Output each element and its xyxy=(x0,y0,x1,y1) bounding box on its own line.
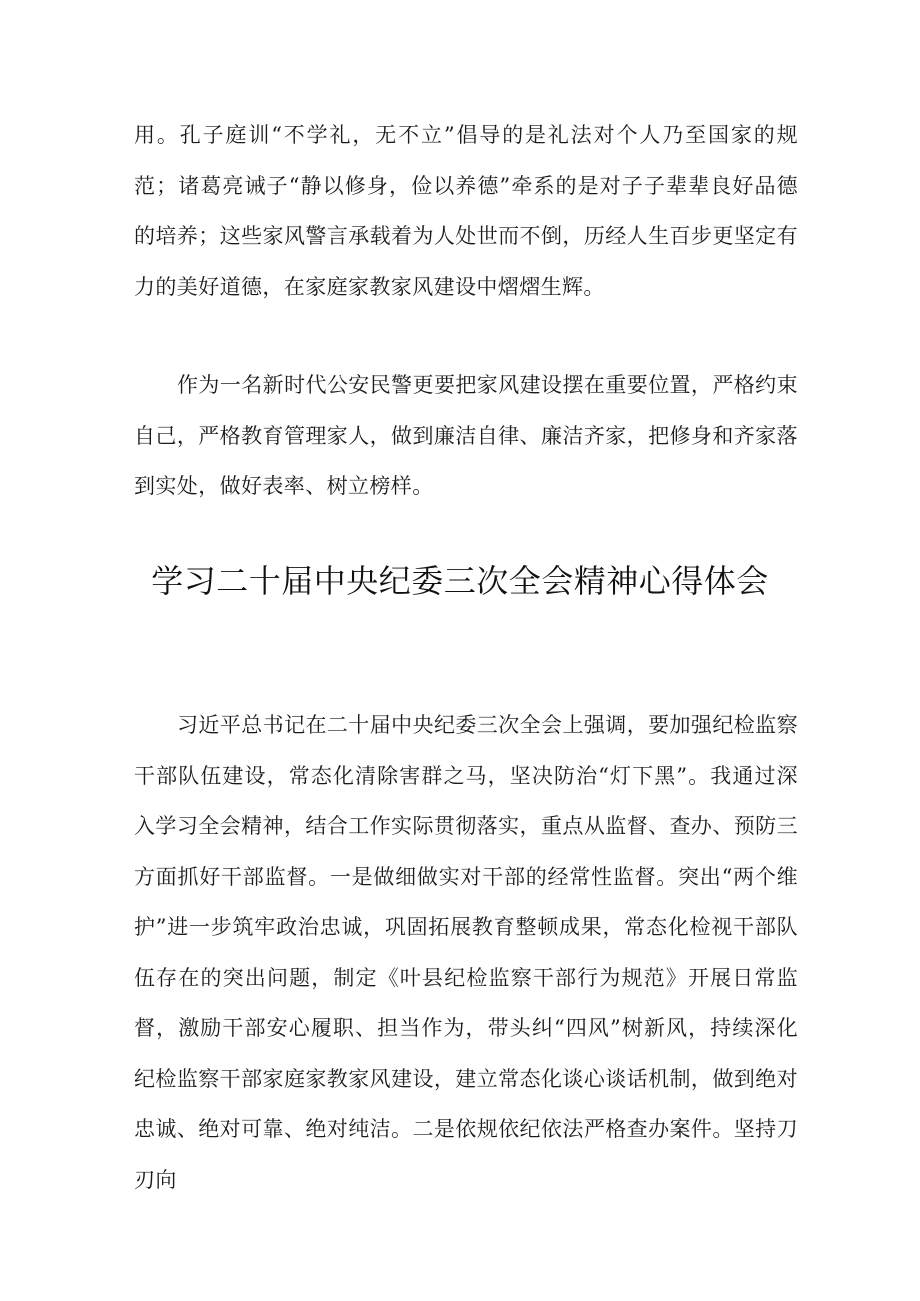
paragraph-article-body: 习近平总书记在二十届中央纪委三次全会上强调，要加强纪检监察干部队伍建设，常态化清除害群之马，坚决防治“灯下黑”。我通过深入学习全会精神，结合工作实际贯彻落实，重点从监督、查办、预防三方面抓好干部监督。一是做细做实对干部的经常性监督。突出“两个维护”进一步筑牢政治忠诚，巩固拓展教育整顿成果，常态化检视干部队伍存在的突出问题，制定《叶县纪检监察干部行为规范》开展日常监督，激励干部安心履职、担当作为，带头纠“四风”树新风，持续深化纪检监察干部家庭家教家风建设，建立常态化谈心谈话机制，做到绝对忠诚、绝对可靠、绝对纯洁。二是依规依纪依法严格查办案件。坚持刀刃向 xyxy=(134,713,798,1192)
paragraph-police-family-style: 作为一名新时代公安民警更要把家风建设摆在重要位置，严格约束自己，严格教育管理家人，做到廉洁自律、廉洁齐家，把修身和齐家落到实处，做好表率、树立榜样。 xyxy=(134,373,798,498)
article-title: 学习二十届中央纪委三次全会精神心得体会 xyxy=(151,562,769,600)
paragraph-continuation: 用。孔子庭训“不学礼，无不立”倡导的是礼法对个人乃至国家的规范；诸葛亮诫子“静以修身，俭以养德”牵系的是对子子辈辈良好品德的培养；这些家风警言承载着为人处世而不倒，历经人生百步更坚定有力的美好道德，在家庭家教家风建设中熠熠生辉。 xyxy=(134,123,798,299)
